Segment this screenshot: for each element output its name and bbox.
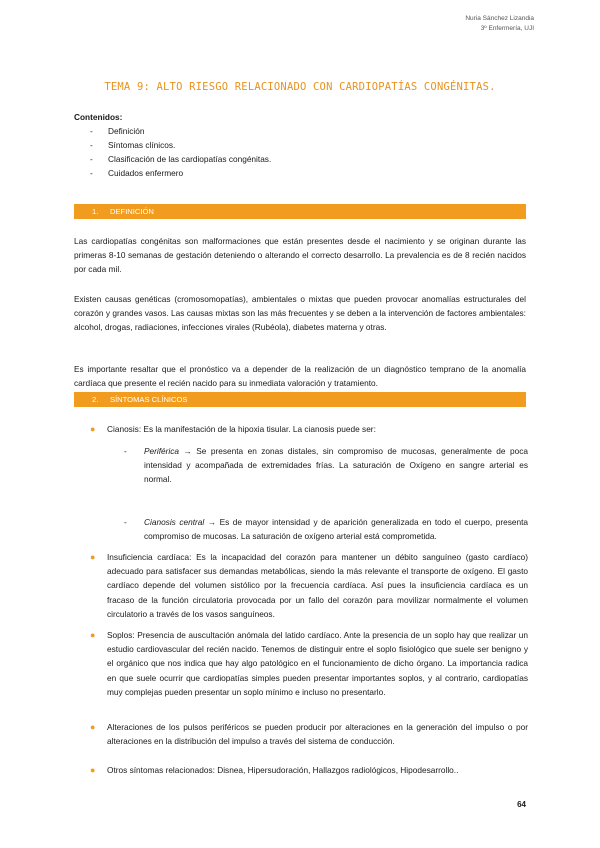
section-header-sintomas	[74, 392, 526, 407]
section-number: 1.	[92, 207, 99, 216]
paragraph: Existen causas genéticas (cromosomopatías), ambientales o mixtas que pueden provocar anomalías estructurales del corazón y grandes vasos. Las causas mixtas son las más frecuentes y se deben a la intervención de factores ambientales: alcohol, drogas, radiaciones, infecciones virales (Rubéola), diabetes materna y otras.	[74, 294, 526, 333]
bullet-item-otros	[90, 763, 528, 777]
contents-item: - Definición	[74, 124, 271, 138]
sub-item-term: Cianosis central	[144, 517, 205, 527]
bullet-text: Insuficiencia cardíaca: Es la incapacidad del corazón para mantener un débito sanguíneo (gasto cardíaco) adecuado para satisfacer sus demandas metabólicas, siendo la más relevante el transporte de oxígeno. El gasto cardíaco depende del volumen sistólico por la frecuencia cardíaca. Así pues la insuficiencia cardíaca es un fracaso de la función circulatoria provocada por un fallo del corazón para movilizar normalmente el volumen circulatorio a través de los vasos sanguíneos.	[107, 552, 528, 619]
bullet-dot-icon: ●	[90, 424, 96, 434]
bullet-dot-icon: ●	[90, 630, 96, 640]
course-name: 3º Enfermería, UJI	[480, 24, 534, 32]
sub-item-term: Periférica	[144, 446, 180, 456]
contents-heading: Contenidos:	[74, 112, 123, 122]
document-title: TEMA 9: ALTO RIESGO RELACIONADO CON CARDIOPATÍAS CONGÉNITAS.	[104, 81, 496, 94]
bullet-item-pulsos	[90, 720, 528, 748]
page-number: 64	[517, 800, 526, 809]
bullet-item-soplos	[90, 628, 528, 699]
bullet-dot-icon: ●	[90, 765, 96, 775]
paragraph: Las cardiopatías congénitas son malformaciones que están presentes desde el nacimiento y se originan durante las primeras 8-10 semanas de gestación deteniendo o alterando el correcto desarrollo. La prevalencia es de 8 recién nacidos por cada mil.	[74, 236, 526, 275]
paragraph: Es importante resaltar que el pronóstico va a depender de la realización de un diagnóstico temprano de la anomalía cardíaca que presente el recién nacido para su inmediata valoración y tratamiento.	[74, 364, 526, 389]
contents-item: - Síntomas clínicos.	[74, 138, 271, 152]
sub-item-periferica: - Periférica → Se presenta en zonas distales, sin compromiso de mucosas, generalmente de poca intensidad y acompañada de extremidades frías. La saturación de Oxígeno en sangre arterial es normal.	[124, 446, 528, 485]
contents-item: - Cuidados enfermero	[74, 166, 271, 180]
sub-item-text: → Se presenta en zonas distales, sin compromiso de mucosas, generalmente de poca intensidad y acompañada de extremidades frías. La saturación de Oxígeno en sangre arterial es normal.	[144, 446, 528, 485]
section-title: DEFINICIÓN	[110, 207, 154, 216]
header-author-block	[465, 14, 534, 33]
sub-item-central: - Cianosis central → Es de mayor intensidad y de aparición generalizada en todo el cuerpo, presenta compromiso de mucosas. La saturación de oxígeno arterial está comprometida.	[124, 517, 528, 542]
bullet-dot-icon: ●	[90, 552, 96, 562]
bullet-item-insuficiencia	[90, 550, 528, 621]
bullet-item-cianosis	[90, 422, 528, 436]
bullet-text: Soplos: Presencia de auscultación anómala del latido cardíaco. Ante la presencia de un soplo hay que realizar un estudio cardiovascular del recién nacido. Tenemos de distinguir entre el soplo fisiológico que suele ser benigno y el orgánico que nos indica que hay algo patológico en el funcionamiento de dicho órgano. La importancia radica en que suele ocurrir que cardiopatías simples pueden presentar importantes soplos, y al contrario, cardiopatías muy complejas pueden presentar un soplo mínimo e incluso no presentarlo.	[107, 630, 528, 697]
contents-list	[74, 110, 271, 180]
author-name: Nuria Sánchez Lizandia	[465, 15, 534, 22]
section-header-definicion	[74, 204, 526, 219]
bullet-dot-icon: ●	[90, 722, 96, 732]
section-title: SÍNTOMAS CLÍNICOS	[110, 395, 188, 404]
bullet-text: Otros síntomas relacionados: Disnea, Hipersudoración, Hallazgos radiológicos, Hipodesarrollo..	[107, 765, 459, 775]
section-number: 2.	[92, 395, 99, 404]
bullet-text: Alteraciones de los pulsos periféricos se pueden producir por alteraciones en la generación del impulso o por alteraciones en la distribución del impulso a través del sistema de conducción.	[107, 722, 528, 747]
sub-item-text: → Es de mayor intensidad y de aparición generalizada en todo el cuerpo, presenta compromiso de mucosas. La saturación de oxígeno arterial está comprometida.	[144, 517, 528, 542]
bullet-text: Cianosis: Es la manifestación de la hipoxia tisular. La cianosis puede ser:	[107, 424, 376, 434]
contents-item: - Clasificación de las cardiopatías congénitas.	[74, 152, 271, 166]
